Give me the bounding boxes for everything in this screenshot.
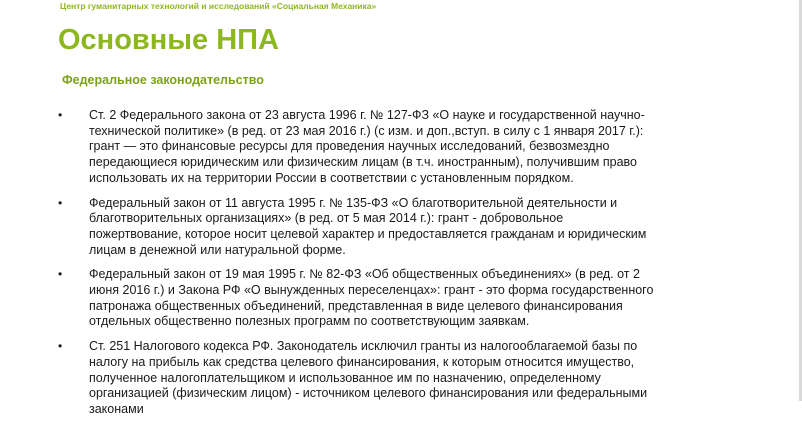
item-line: использовать их на территории России в соответствии с установленным порядком. xyxy=(89,170,574,185)
list-item-charity-law xyxy=(0,196,802,259)
item-line: благотворительных организациях» (в ред. от 5 мая 2014 г.): грант - добровольное xyxy=(89,211,564,226)
list-item-tax-code xyxy=(0,339,802,418)
item-line: патронажа общественных объединений, представленная в виде целевого финансирования xyxy=(89,298,623,313)
section-subtitle: Федеральное законодательство xyxy=(62,73,264,87)
item-line: Ст. 2 Федерального закона от 23 августа 1996 г. № 127-ФЗ «О науке и государственной научно- xyxy=(89,108,645,122)
item-line: технической политике» (в ред. от 23 мая 2016 г.) (с изм. и доп.,вступ. в силу с 1 января 2017 г.): xyxy=(89,123,644,138)
item-line: налогу на прибыль как средства целевого финансирования, к которым относится имущество, xyxy=(89,354,635,369)
list-item-science-law xyxy=(0,108,802,187)
organization-name: Центр гуманитарных технологий и исследований «Социальная Механика» xyxy=(60,1,377,11)
item-line: Ст. 251 Налогового кодекса РФ. Законодатель исключил гранты из налогооблагаемой базы по xyxy=(89,339,638,354)
bullet-icon: • xyxy=(58,339,63,354)
page-title: Основные НПА xyxy=(58,24,279,56)
item-line: законами xyxy=(89,401,144,416)
bullet-icon: • xyxy=(58,267,63,282)
item-line: отдельных общественно полезных программ по соответствующим заявкам. xyxy=(89,314,530,329)
law-list xyxy=(0,108,802,427)
item-line: передающиеся юридическим или физическим лицам (в т.ч. иностранным), получившим право xyxy=(89,155,637,170)
item-line: грант — это финансовые ресурсы для проведения научных исследований, безвозмездно xyxy=(89,139,610,154)
item-line: пожертвование, которое носит целевой характер и предоставляется гражданам и юридическим xyxy=(89,226,647,241)
item-line: Федеральный закон от 11 августа 1995 г. № 135-ФЗ «О благотворительной деятельности и xyxy=(89,195,618,210)
bullet-icon: • xyxy=(58,195,63,210)
item-line: июня 2016 г.) и Закона РФ «О вынужденных переселенцах»: грант - это форма государственного xyxy=(89,283,654,298)
bullet-icon: • xyxy=(58,108,63,122)
item-line: лицам в денежной или натуральной форме. xyxy=(89,242,346,257)
item-line: Федеральный закон от 19 мая 1995 г. № 82-ФЗ «Об общественных объединениях» (в ред. от 2 xyxy=(89,267,640,282)
item-line: полученное налогоплательщиком и использованное им по назначению, определенному xyxy=(89,370,601,385)
item-line: организацией (физическим лицом) - источником целевого финансирования или федеральными xyxy=(89,386,648,401)
list-item-public-associations-law xyxy=(0,267,802,330)
